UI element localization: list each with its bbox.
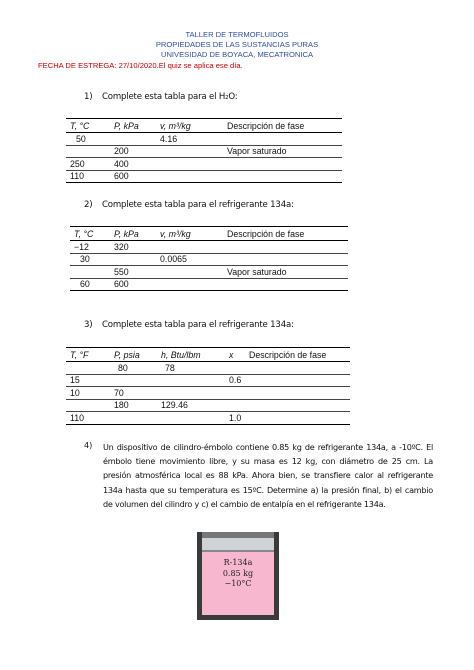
table-cell [245, 387, 350, 400]
table-cell: 129.46 [157, 399, 225, 412]
table-3-header [66, 348, 350, 362]
table-cell [156, 170, 223, 183]
cylinder-right-wall [274, 532, 279, 620]
title-line-2: PROPIEDADES DE LAS SUSTANCIAS PURAS [155, 40, 319, 49]
table-cell: Vapor saturado [223, 266, 348, 279]
table-cell [66, 362, 110, 375]
table-row [66, 362, 350, 375]
table-cell [245, 374, 350, 387]
table-cell: 30 [70, 253, 110, 266]
table-cell [157, 374, 225, 387]
table-cell [66, 399, 110, 412]
table-row [70, 278, 348, 291]
table-cell [70, 266, 110, 279]
table-cell: 200 [110, 145, 156, 158]
table-cell [110, 253, 156, 266]
gas-label-mass: 0.85 kg [222, 568, 254, 578]
gas-label-temperature: −10°C [224, 579, 252, 588]
table-cell [245, 362, 350, 375]
question-3 [84, 320, 294, 330]
table-row [66, 133, 342, 146]
table-cell [223, 158, 342, 171]
table-cell [225, 362, 245, 375]
table-cell: 1.0 [225, 412, 245, 425]
table-cell [157, 387, 225, 400]
col-phase-description: Descripción de fase [245, 348, 350, 362]
col-quality: x [225, 348, 245, 362]
col-temperature: T, °C [70, 227, 110, 241]
table-cell [66, 145, 110, 158]
table-cell: 550 [110, 266, 156, 279]
table-row [66, 170, 342, 183]
table-row [70, 266, 348, 279]
table-cell: 0.6 [225, 374, 245, 387]
col-phase-description: Descripción de fase [223, 227, 348, 241]
table-1 [66, 118, 342, 183]
col-temperature: T, °F [66, 348, 110, 362]
col-pressure: P, kPa [110, 227, 156, 241]
table-cell: 110 [66, 170, 110, 183]
col-temperature: T, °C [66, 119, 110, 133]
table-1-header [66, 119, 342, 133]
table-cell [223, 278, 348, 291]
question-3-number: 3) [84, 320, 93, 330]
table-cell: 320 [110, 241, 156, 254]
title-line-1: TALLER DE TERMOFLUIDOS [185, 30, 289, 39]
table-2-header [70, 227, 348, 241]
col-specific-volume: v, m³/kg [156, 227, 223, 241]
table-cell: 50 [66, 133, 110, 146]
table-cell [156, 241, 223, 254]
table-cell: 400 [110, 158, 156, 171]
table-cell [245, 412, 350, 425]
gas-label [202, 558, 274, 590]
table-cell [223, 170, 342, 183]
table-cell [157, 412, 225, 425]
table-row [66, 399, 350, 412]
question-2 [84, 200, 294, 210]
col-pressure: P, kPa [110, 119, 156, 133]
question-1 [84, 92, 237, 102]
col-enthalpy: h, Btu/lbm [157, 348, 225, 362]
table-3 [66, 347, 350, 425]
piston [202, 538, 274, 552]
table-cell [223, 133, 342, 146]
table-cell: 80 [110, 362, 157, 375]
table-cell [223, 241, 348, 254]
table-cell: 600 [110, 278, 156, 291]
cylinder-base [197, 615, 279, 620]
table-cell [156, 158, 223, 171]
table-row [70, 241, 348, 254]
table-cell: 600 [110, 170, 156, 183]
table-cell [225, 399, 245, 412]
question-1-number: 1) [84, 92, 93, 102]
table-cell: 4.16 [156, 133, 223, 146]
table-cell: 78 [157, 362, 225, 375]
table-cell [110, 133, 156, 146]
question-1-text: Complete esta tabla para el H₂O: [102, 92, 238, 102]
table-cell: −12 [70, 241, 110, 254]
table-cell [245, 399, 350, 412]
question-2-number: 2) [84, 200, 93, 210]
table-row [66, 412, 350, 425]
table-cell [225, 387, 245, 400]
question-3-text: Complete esta tabla para el refrigerante 134a: [102, 320, 294, 330]
table-cell [156, 266, 223, 279]
col-phase-description: Descripción de fase [223, 119, 342, 133]
table-cell [110, 374, 157, 387]
table-cell [156, 145, 223, 158]
table-row [66, 387, 350, 400]
question-2-text: Complete esta tabla para el refrigerante 134a: [102, 200, 294, 210]
table-cell: 15 [66, 374, 110, 387]
table-cell [156, 278, 223, 291]
piston-cylinder-figure [197, 524, 279, 620]
table-row [66, 145, 342, 158]
table-cell: 110 [66, 412, 110, 425]
table-cell: 250 [66, 158, 110, 171]
due-date-note: FECHA DE ESTREGA: 27/10/2020.El quiz se aplica ese día. [38, 61, 243, 70]
table-2 [70, 226, 348, 291]
table-cell: 70 [110, 387, 157, 400]
table-cell: 60 [70, 278, 110, 291]
table-row [66, 158, 342, 171]
table-cell: Vapor saturado [223, 145, 342, 158]
col-pressure: P, psia [110, 348, 157, 362]
table-row [66, 374, 350, 387]
table-row [70, 253, 348, 266]
title-line-3: UNIVESIDAD DE BOYACA, MECATRONICA [160, 50, 314, 59]
table-cell [223, 253, 348, 266]
gas-label-substance: R-134a [223, 558, 253, 567]
table-cell: 0.0065 [156, 253, 223, 266]
table-cell: 10 [66, 387, 110, 400]
table-cell: 180 [110, 399, 157, 412]
question-4-number: 4) [84, 440, 93, 450]
col-specific-volume: v, m³/kg [156, 119, 223, 133]
question-4-text: Un dispositivo de cilindro-émbolo contiene 0.85 kg de refrigerante 134a, a -10ºC. El émbolo tiene movimiento libre, y su masa es 12 kg, con diámetro de 25 cm. La presión atmosférica local es 88 kPa. Ahora bien, se transfiere calor al refrigerante 134a hasta que su temperatura es 15ºC. Determine a) la presión final, b) el cambio de volumen del cilindro y c) el cambio de entalpía en el refrigerante 134a. [103, 442, 433, 509]
table-cell [110, 412, 157, 425]
